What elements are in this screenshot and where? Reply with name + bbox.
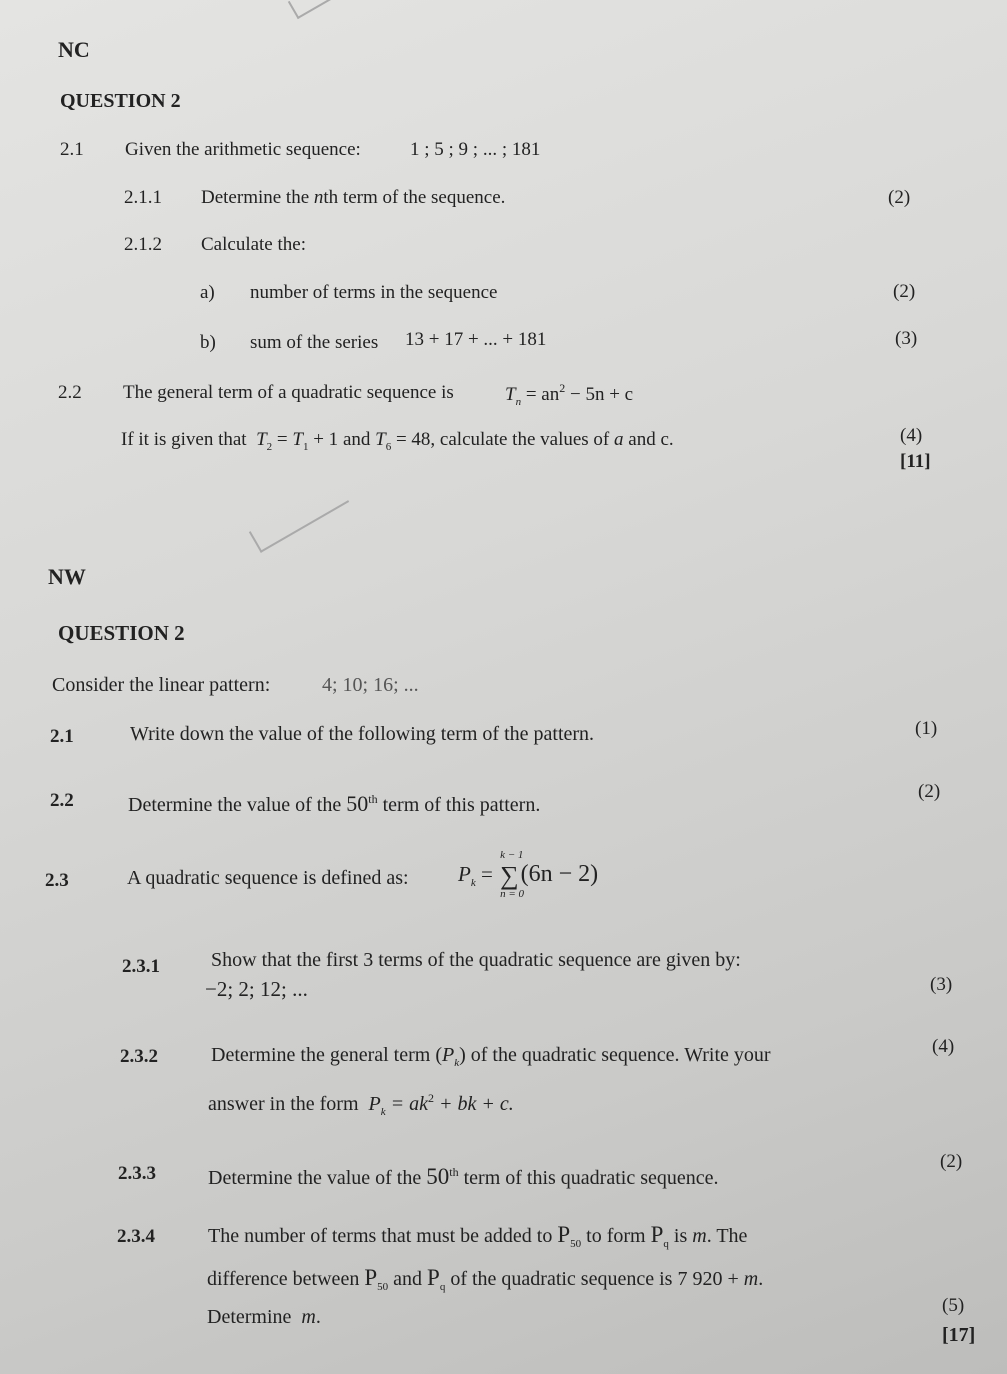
marks: (2) xyxy=(888,187,911,208)
subscript: 1 xyxy=(302,441,309,453)
question-text xyxy=(211,1043,771,1075)
answer-form xyxy=(208,1086,514,1124)
var: P xyxy=(650,1222,664,1247)
var: T xyxy=(375,429,386,450)
ordinal-suffix: th xyxy=(449,1165,459,1179)
formula-part: − 5n + c xyxy=(569,384,634,405)
question-text: Given the arithmetic sequence: xyxy=(125,139,361,160)
formula-part: = ak xyxy=(390,1093,428,1115)
formula-part: = an xyxy=(525,384,560,405)
subscript: n xyxy=(515,396,522,408)
text: Determine the xyxy=(201,187,310,208)
marks: (3) xyxy=(930,974,953,995)
var: m xyxy=(301,1306,316,1328)
ordinal-suffix: th xyxy=(368,792,378,806)
var: T xyxy=(256,429,267,450)
subscript: 50 xyxy=(377,1281,389,1293)
check-mark-top xyxy=(288,0,334,19)
question-text: number of terms in the sequence xyxy=(250,282,498,303)
exponent: 2 xyxy=(428,1091,434,1105)
question-number: 2.1.2 xyxy=(124,234,162,255)
text: . The xyxy=(706,1225,748,1247)
total-marks: [17] xyxy=(942,1324,976,1346)
text: = xyxy=(480,862,493,886)
question-number: b) xyxy=(200,332,216,353)
given-line xyxy=(121,428,674,459)
var: P xyxy=(442,1044,455,1066)
question-number: 2.3 xyxy=(45,870,69,891)
formula xyxy=(505,376,633,414)
text: Determine the value of the xyxy=(208,1167,422,1189)
var: P xyxy=(364,1265,378,1290)
text: difference between xyxy=(207,1268,360,1290)
text: and xyxy=(342,429,371,450)
question-text: Calculate the: xyxy=(201,234,306,255)
lower-limit: n = 0 xyxy=(500,888,524,901)
var: P xyxy=(368,1093,381,1115)
subscript: 50 xyxy=(570,1238,582,1250)
intro-text: Consider the linear pattern: xyxy=(52,674,271,696)
sum-definition xyxy=(458,849,599,901)
subscript: 2 xyxy=(266,441,273,453)
text: term of this quadratic sequence. xyxy=(463,1167,719,1189)
subscript: 6 xyxy=(385,441,392,453)
terms: −2; 2; 12; ... xyxy=(205,977,308,1001)
var: P xyxy=(458,862,471,886)
question-number: 2.3.4 xyxy=(117,1226,155,1247)
question-text xyxy=(201,186,505,210)
question-number: 2.2 xyxy=(50,790,74,811)
var: T xyxy=(292,429,303,450)
question-text: A quadratic sequence is defined as: xyxy=(127,867,409,889)
text: The number of terms that must be added to xyxy=(208,1225,553,1247)
marks: (4) xyxy=(932,1036,955,1057)
question-title-nc: QUESTION 2 xyxy=(60,90,181,112)
marks: (2) xyxy=(940,1151,963,1172)
sigma: ∑ xyxy=(500,861,519,891)
question-text: The general term of a quadratic sequence is xyxy=(123,382,454,403)
question-text: Show that the first 3 terms of the quadratic sequence are given by: xyxy=(211,949,741,971)
marks: (2) xyxy=(893,281,916,302)
text: of the quadratic sequence is 7 920 + xyxy=(450,1268,739,1290)
text: calculate the values of xyxy=(439,429,610,450)
question-number: 2.2 xyxy=(58,382,82,403)
text: and xyxy=(393,1268,423,1290)
text: Determine xyxy=(207,1306,292,1328)
formula-part: + bk + c. xyxy=(439,1093,514,1115)
marks: (5) xyxy=(942,1295,965,1316)
text: c. xyxy=(660,429,674,450)
question-text xyxy=(208,1160,719,1190)
marks: (2) xyxy=(918,781,941,802)
pattern: 4; 10; 16; ... xyxy=(322,674,419,696)
subscript: k xyxy=(470,877,476,889)
text: Determine the general term ( xyxy=(211,1044,442,1066)
question-text: Write down the value of the following term of the pattern. xyxy=(130,723,595,745)
text: answer in the form xyxy=(208,1093,359,1115)
question-text-line2: difference between $P_{50}$ and $P_q$ of the quadratic sequence is 7 920 + m. xyxy=(207,1265,764,1293)
var-n: n xyxy=(313,187,324,208)
subscript: q xyxy=(439,1281,446,1293)
marks: (1) xyxy=(915,718,938,739)
text: is xyxy=(673,1225,688,1247)
text: term of this pattern. xyxy=(382,794,541,816)
text: + 1 xyxy=(313,429,339,450)
question-title-nw: QUESTION 2 xyxy=(58,621,185,645)
var: a xyxy=(614,429,624,450)
marks: (3) xyxy=(895,328,918,349)
text: If it is given that xyxy=(121,429,247,450)
var: T xyxy=(505,384,516,405)
check-mark xyxy=(249,481,349,553)
subscript: k xyxy=(380,1106,386,1118)
total-marks: [11] xyxy=(900,451,931,472)
var: P xyxy=(557,1222,571,1247)
text: th term of the sequence. xyxy=(323,187,506,208)
marks: (4) xyxy=(900,425,923,446)
var: P xyxy=(427,1265,440,1290)
subscript: q xyxy=(663,1238,669,1250)
text: = xyxy=(276,429,288,450)
var: m xyxy=(692,1225,707,1247)
section-heading-nw: NW xyxy=(48,564,86,589)
text: and xyxy=(628,429,656,450)
summand: (6n − 2) xyxy=(520,861,599,887)
question-text: sum of the series xyxy=(250,332,379,353)
var: m xyxy=(743,1268,759,1290)
question-number: 2.1 xyxy=(50,726,74,747)
upper-limit: k − 1 xyxy=(500,849,524,862)
text: to form xyxy=(586,1225,646,1247)
question-number: a) xyxy=(200,282,215,303)
ordinal: 50 xyxy=(346,791,369,816)
ordinal: 50 xyxy=(426,1164,450,1189)
sigma-symbol xyxy=(500,849,524,901)
text: Determine the value of the xyxy=(128,794,342,816)
question-number: 2.1 xyxy=(60,139,84,160)
sequence: 1 ; 5 ; 9 ; ... ; 181 xyxy=(410,139,541,160)
question-number: 2.3.1 xyxy=(122,956,160,977)
series: 13 + 17 + ... + 181 xyxy=(405,329,547,350)
question-number: 2.3.2 xyxy=(120,1046,158,1067)
text: ) of the quadratic sequence. Write your xyxy=(459,1044,771,1066)
question-number: 2.1.1 xyxy=(124,187,162,208)
question-text xyxy=(128,787,540,817)
question-text-line1 xyxy=(208,1223,747,1256)
question-text-line3: Determine m. xyxy=(207,1306,321,1328)
question-number: 2.3.3 xyxy=(118,1163,156,1184)
exponent: 2 xyxy=(559,381,566,395)
section-heading-nc: NC xyxy=(58,37,90,62)
text: = 48, xyxy=(395,429,436,450)
subscript: k xyxy=(454,1057,460,1069)
